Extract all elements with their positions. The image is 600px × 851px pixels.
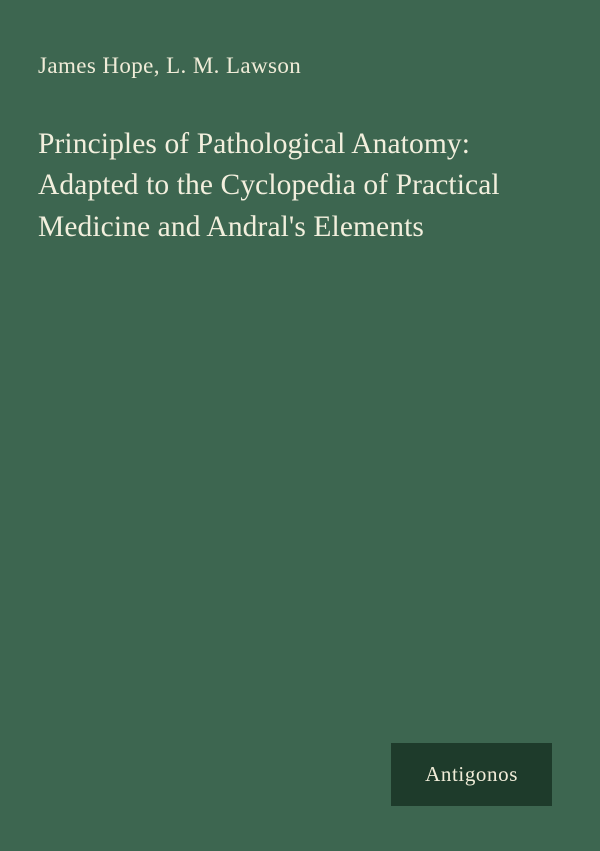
book-title: Principles of Pathological Anatomy: Adapted to the Cyclopedia of Practical Medicine and Andral's Elements: [38, 127, 500, 244]
title-block: [38, 124, 562, 250]
publisher-badge: Antigonos: [391, 743, 552, 806]
author-names: James Hope, L. M. Lawson: [38, 53, 302, 78]
